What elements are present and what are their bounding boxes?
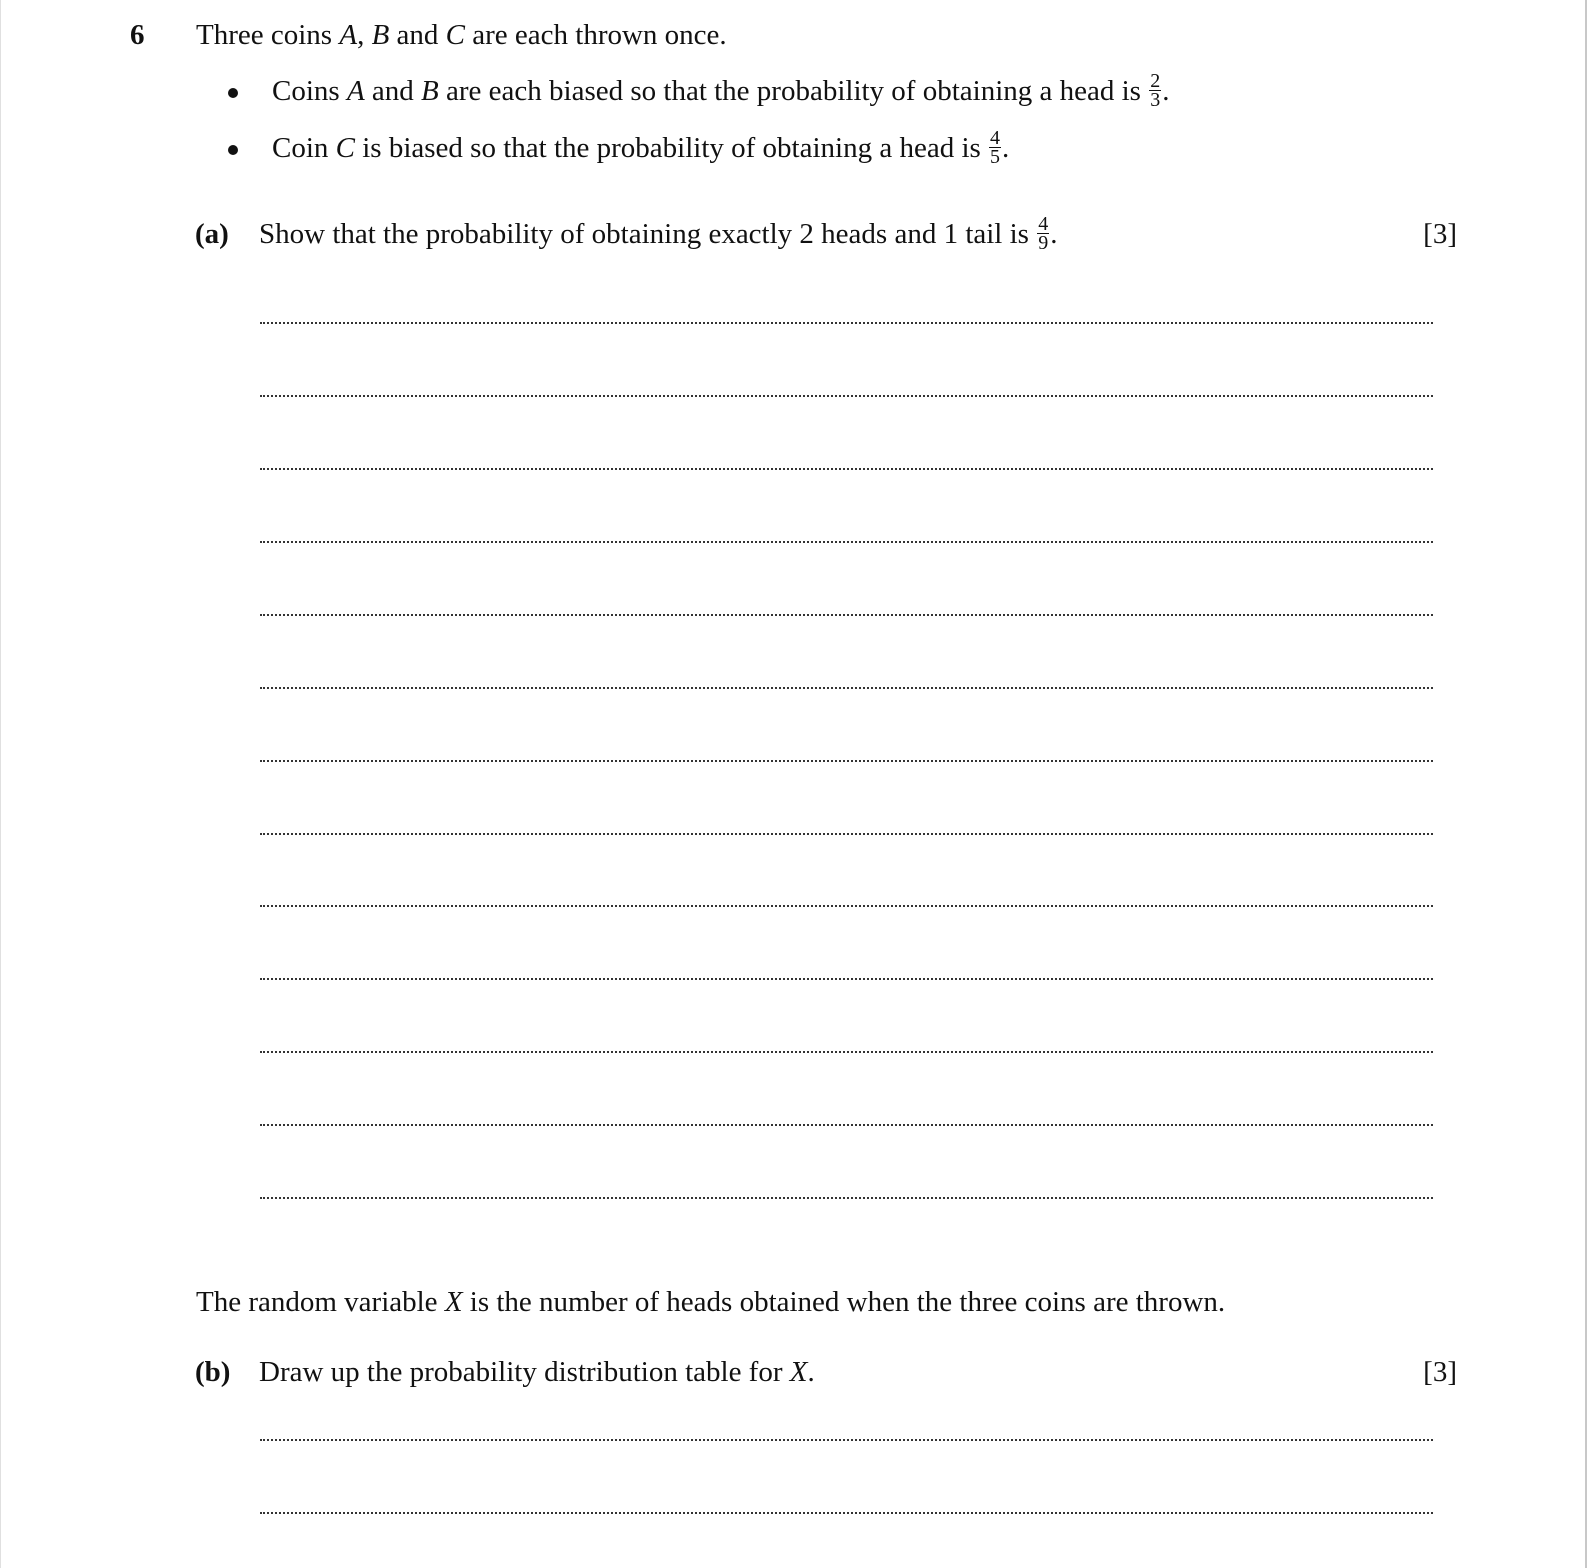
answer-line[interactable] <box>260 833 1433 835</box>
answer-line[interactable] <box>260 541 1433 543</box>
answer-line[interactable] <box>260 1439 1433 1441</box>
question-intro <box>196 16 727 54</box>
answer-line[interactable] <box>260 614 1433 616</box>
answer-line[interactable] <box>260 1512 1433 1514</box>
part-b-text-1: Draw up the probability distribution table for <box>259 1356 790 1388</box>
bullet-1-text-2: and <box>364 75 422 107</box>
page-edge-right <box>1585 0 1587 1568</box>
part-b-end: . <box>807 1356 815 1388</box>
part-a-label: (a) <box>195 218 229 250</box>
fraction-numerator: 4 <box>990 126 1001 149</box>
coin-a-var: A <box>339 19 358 51</box>
answer-line[interactable] <box>260 1051 1433 1053</box>
bullet-1-text-3: are each biased so that the probability of obtaining a head is <box>438 75 1149 107</box>
answer-line[interactable] <box>260 468 1433 470</box>
answer-line[interactable] <box>260 905 1433 907</box>
answer-line[interactable] <box>260 978 1433 980</box>
answer-line[interactable] <box>260 1197 1433 1199</box>
bullet-2-var-c: C <box>335 132 355 164</box>
bullet-icon <box>228 145 238 155</box>
part-a-question <box>259 212 1058 255</box>
part-a-text: Show that the probability of obtaining exactly 2 heads and 1 tail is <box>259 218 1037 250</box>
coin-c-var: C <box>445 19 465 51</box>
part-a-marks: [3] <box>1423 218 1457 250</box>
fraction-denominator: 5 <box>990 145 1001 168</box>
question-number: 6 <box>130 19 145 51</box>
bullet-2-text-1: Coin <box>272 132 336 164</box>
part-b-label: (b) <box>195 1356 231 1388</box>
page-edge-left <box>0 0 1 1568</box>
fraction-numerator: 4 <box>1038 212 1049 235</box>
part-b-marks: [3] <box>1423 1356 1457 1388</box>
stem-var-x: X <box>444 1286 463 1318</box>
bullet-item-coins-a-b <box>272 69 1170 112</box>
bullet-icon <box>228 88 238 98</box>
stem-text-1: The random variable <box>196 1286 445 1318</box>
answer-line[interactable] <box>260 687 1433 689</box>
answer-line[interactable] <box>260 322 1433 324</box>
random-variable-stem <box>196 1283 1225 1321</box>
answer-line[interactable] <box>260 1124 1433 1126</box>
fraction-denominator: 9 <box>1038 231 1049 254</box>
part-a-end: . <box>1050 218 1058 250</box>
fraction-four-ninths <box>1037 212 1049 254</box>
answer-line[interactable] <box>260 760 1433 762</box>
part-b-question <box>259 1353 815 1391</box>
bullet-item-coin-c <box>272 126 1010 169</box>
stem-text-2: is the number of heads obtained when the three coins are thrown. <box>462 1286 1226 1318</box>
intro-text-1: Three coins <box>196 19 340 51</box>
part-b-var-x: X <box>789 1356 808 1388</box>
fraction-denominator: 3 <box>1150 88 1161 111</box>
fraction-two-thirds <box>1149 69 1161 111</box>
bullet-2-text-3: is biased so that the probability of obtaining a head is <box>355 132 989 164</box>
coin-b-var: B <box>371 19 390 51</box>
bullet-1-end: . <box>1162 75 1170 107</box>
bullet-1-var-a: A <box>346 75 365 107</box>
bullet-1-text-1: Coins <box>272 75 347 107</box>
bullet-1-var-b: B <box>421 75 439 107</box>
intro-text-3: and <box>389 19 446 51</box>
bullet-2-end: . <box>1002 132 1010 164</box>
intro-text-4: are each thrown once. <box>465 19 727 51</box>
answer-line[interactable] <box>260 395 1433 397</box>
fraction-numerator: 2 <box>1150 69 1161 92</box>
intro-text-2: , <box>357 19 372 51</box>
fraction-four-fifths <box>989 126 1001 168</box>
